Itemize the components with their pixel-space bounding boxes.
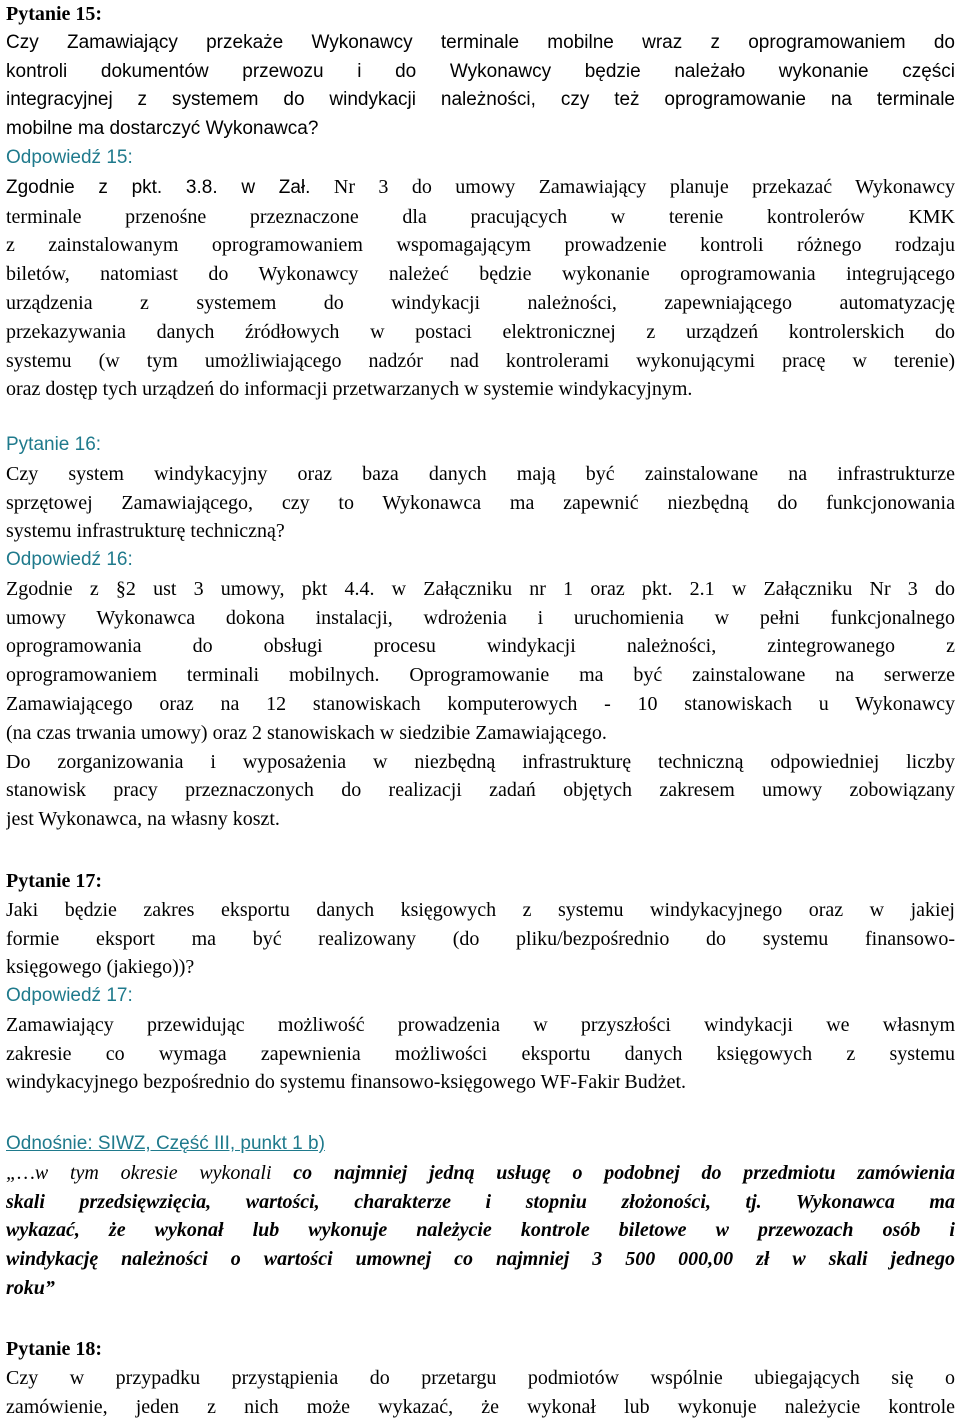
question-15-line: Czy Zamawiający przekaże Wykonawcy terminale mobilne wraz z oprogramowaniem do	[6, 31, 955, 53]
question-16-heading: Pytanie 16:	[6, 434, 102, 455]
answer-17-line: windykacyjnego bezpośrednio do systemu finansowo-księgowego WF-Fakir Budżet.	[6, 1071, 687, 1094]
reference-bold-text: co najmniej jedną usługę o podobnej do przedmiotu zamówienia	[293, 1161, 955, 1184]
answer-16-line: Zgodnie z §2 ust 3 umowy, pkt 4.4. w Załączniku nr 1 oraz pkt. 2.1 w Załączniku Nr 3 do	[6, 577, 955, 600]
question-15-heading: Pytanie 15:	[6, 3, 103, 25]
reference-first-line	[6, 1159, 955, 1188]
answer-16-line: Do zorganizowania i wyposażenia w niezbędną infrastrukturę techniczną odpowiedniej liczby	[6, 750, 955, 773]
answer-15-first-line	[6, 173, 955, 203]
question-16-line: sprzętowej Zamawiającego, czy to Wykonawca ma zapewnić niezbędną do funkcjonowania	[6, 491, 955, 514]
answer-16-heading: Odpowiedź 16:	[6, 549, 133, 570]
reference-line: skali przedsięwzięcia, wartości, charakterze i stopniu złożoności, tj. Wykonawca ma	[6, 1190, 955, 1213]
question-15-line: integracyjnej z systemem do windykacji należności, czy też oprogramowanie na terminale	[6, 89, 955, 111]
answer-16-line: (na czas trwania umowy) oraz 2 stanowiskach w siedzibie Zamawiającego.	[6, 721, 607, 744]
question-15	[6, 0, 955, 144]
question-17-line: księgowego (jakiego))?	[6, 956, 195, 979]
answer-15-line: oraz dostęp tych urządzeń do informacji przetwarzanych w systemie windykacyjnym.	[6, 378, 693, 401]
answer-16	[6, 546, 955, 834]
answer-15-line: biletów, natomiast do Wykonawcy należeć będzie wykonanie oprogramowania integrującego	[6, 263, 955, 286]
answer-15-line: terminale przenośne przeznaczone dla pracujących w terenie kontrolerów KMK	[6, 205, 955, 228]
answer-17-line: Zamawiający przewidując możliwość prowadzenia w przyszłości windykacji we własnym	[6, 1013, 955, 1036]
answer-17	[6, 982, 955, 1097]
answer-16-line: umowy Wykonawca dokona instalacji, wdrożenia i uruchomienia w pełni funkcjonalnego	[6, 606, 955, 629]
reference-intro-text: „…w tym okresie wykonali	[6, 1161, 294, 1184]
answer-16-line: oprogramowaniem terminali mobilnych. Oprogramowanie ma być zainstalowane na serwerze	[6, 664, 955, 687]
question-16-line: systemu infrastrukturę techniczną?	[6, 520, 285, 543]
answer-15-heading: Odpowiedź 15:	[6, 147, 133, 168]
answer-16-line: jest Wykonawca, na własny koszt.	[6, 808, 280, 831]
question-17-line: Jaki będzie zakres eksportu danych księgowych z systemu windykacyjnego oraz w jakiej	[6, 898, 955, 921]
answer-15-ref-text: Zgodnie z pkt. 3.8. w Zał.	[6, 176, 311, 198]
reference-siwz	[6, 1130, 955, 1303]
question-18-heading: Pytanie 18:	[6, 1338, 103, 1360]
question-17	[6, 867, 955, 982]
answer-15	[6, 144, 955, 404]
question-16	[6, 431, 955, 546]
answer-16-line: stanowisk pracy przeznaczonych do realizacji zadań objętych zakresem umowy zobowiązany	[6, 779, 955, 802]
question-17-heading: Pytanie 17:	[6, 870, 103, 892]
answer-15-line: przekazywania danych źródłowych w postaci elektronicznej z urządzeń kontrolerskich do	[6, 320, 955, 343]
question-18	[6, 1335, 955, 1420]
answer-15-line: urządzenia z systemem do windykacji należności, zapewniającego automatyzację	[6, 291, 955, 314]
question-15-line: kontroli dokumentów przewozu i do Wykonawcy będzie należało wykonanie części	[6, 60, 955, 82]
question-18-line: Czy w przypadku przystąpienia do przetargu podmiotów wspólnie ubiegających się o	[6, 1366, 955, 1389]
answer-16-line: oprogramowania do obsługi procesu windykacji należności, zintegrowanego z	[6, 635, 955, 658]
question-17-line: formie eksport ma być realizowany (do pliku/bezpośrednio do systemu finansowo-	[6, 927, 955, 950]
reference-heading: Odnośnie: SIWZ, Część III, punkt 1 b)	[6, 1133, 325, 1154]
question-15-line: mobilne ma dostarczyć Wykonawca?	[6, 118, 319, 140]
answer-17-heading: Odpowiedź 17:	[6, 985, 133, 1006]
question-16-line: Czy system windykacyjny oraz baza danych mają być zainstalowane na infrastrukturze	[6, 462, 955, 485]
question-18-line: zamówienie, jeden z nich może wykazać, że wykonał lub wykonuje należycie kontrole	[6, 1395, 955, 1418]
answer-15-line: z zainstalowanym oprogramowaniem wspomagającym prowadzenie kontroli różnego rodzaju	[6, 234, 955, 257]
reference-line: wykazać, że wykonał lub wykonuje należycie kontrole biletowe w przewozach osób i	[6, 1219, 955, 1242]
answer-15-line: systemu (w tym umożliwiającego nadzór nad kontrolerami wykonującymi pracę w terenie)	[6, 349, 955, 372]
reference-line: windykację należności o wartości umownej co najmniej 3 500 000,00 zł w skali jednego	[6, 1248, 955, 1271]
answer-16-line: Zamawiającego oraz na 12 stanowiskach komputerowych - 10 stanowiskach u Wykonawcy	[6, 692, 955, 715]
reference-line: roku”	[6, 1276, 55, 1299]
answer-17-line: zakresie co wymaga zapewnienia możliwości eksportu danych księgowych z systemu	[6, 1042, 955, 1065]
answer-15-first-line-text: Nr 3 do umowy Zamawiający planuje przekazać Wykonawcy	[333, 175, 955, 198]
